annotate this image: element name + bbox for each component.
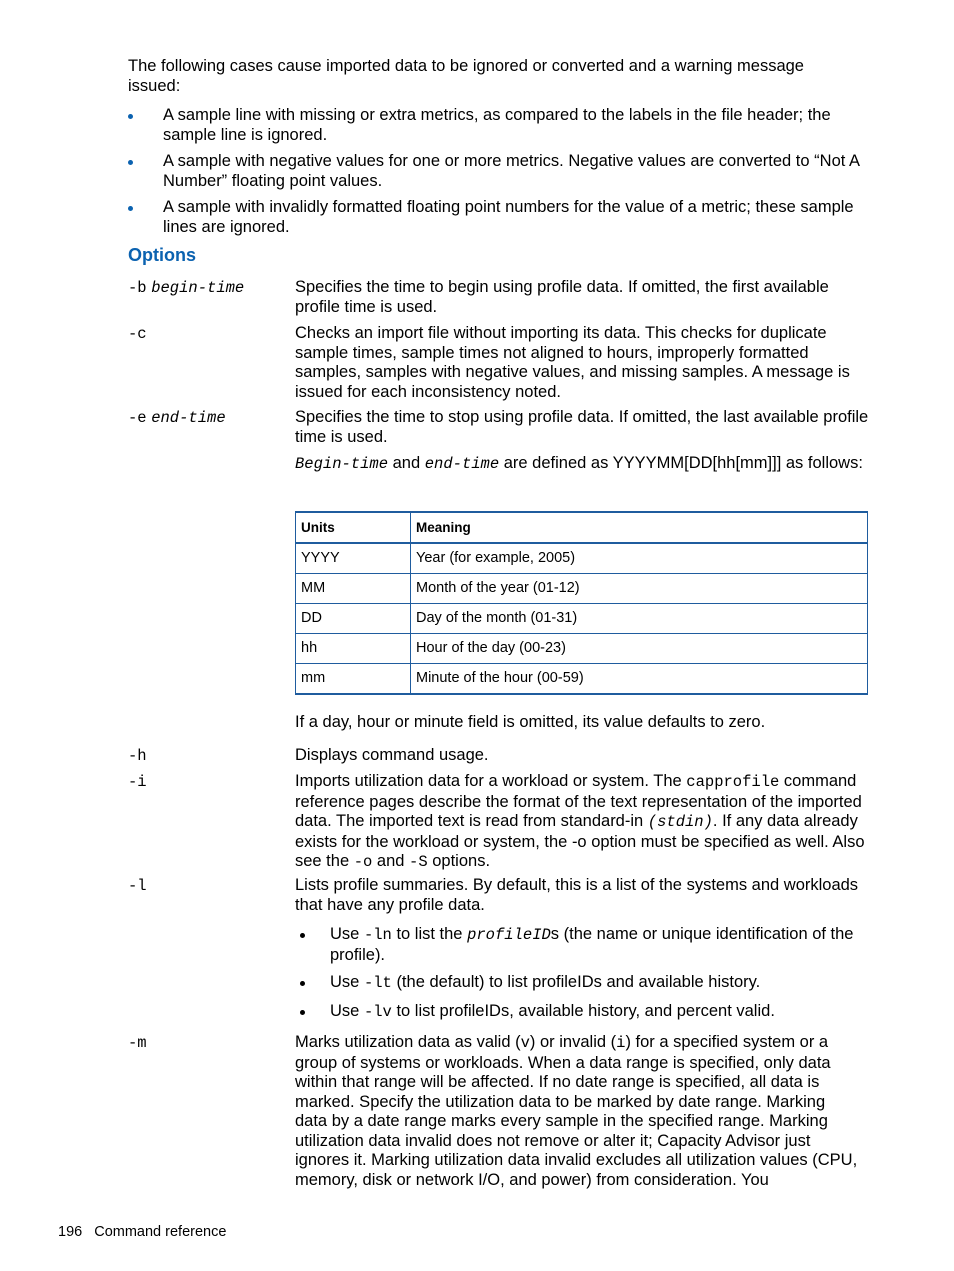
begin-time-code: Begin-time [295, 455, 389, 473]
v-code: v [520, 1034, 530, 1052]
option-l-flag [128, 876, 147, 897]
option-b-description: Specifies the time to begin using profile data. If omitted, the first available profile time is used. [295, 278, 829, 316]
flag-text: -h [128, 747, 147, 765]
option-b-flag [128, 278, 244, 299]
option-m-description [295, 1033, 861, 1190]
desc-text: Imports utilization data for a workload or system. The [295, 772, 682, 790]
table-row [296, 604, 868, 634]
item-text: Use [330, 925, 360, 943]
meaning-cell: Day of the month (01-31) [411, 604, 868, 634]
flag-text: -l [128, 877, 147, 895]
meaning-header: Meaning [411, 512, 868, 543]
list-item: A sample with invalidly formatted floating point numbers for the value of a metric; these sample lines are ignored. [163, 198, 869, 237]
flag-text: -b [128, 279, 147, 297]
flag-arg: begin-time [151, 279, 245, 297]
option-h-flag [128, 746, 147, 767]
desc-text: Marks utilization data as valid ( [295, 1033, 521, 1051]
unit-cell: DD [296, 604, 411, 634]
option-m-flag [128, 1033, 147, 1054]
flag-text: -m [128, 1034, 147, 1052]
flag-text: -e [128, 409, 147, 427]
capprofile-code: capprofile [686, 773, 780, 791]
table-row [296, 634, 868, 664]
item-text: s (the name or unique identification of the profile). [330, 925, 854, 964]
item-text: to list profileIDs, available history, and percent valid. [396, 1001, 775, 1020]
option-c-flag [128, 324, 147, 345]
option-e-description: Specifies the time to stop using profile data. If omitted, the last available profile time is used. [295, 408, 869, 446]
option-e-flag [128, 408, 226, 429]
desc-text: ) or invalid ( [529, 1033, 617, 1051]
item-text: Use [330, 973, 360, 991]
unit-cell: hh [296, 634, 411, 664]
section-title: Command reference [94, 1224, 227, 1240]
unit-cell: YYYY [296, 543, 411, 574]
desc-text: . If any data already exists for the workload or system, the -o option must be specified as well. Also see the [295, 812, 865, 870]
list-item: A sample with negative values for one or more metrics. Negative values are converted to “Not A Number” floating point values. [163, 152, 869, 191]
option-i-flag [128, 772, 147, 793]
list-item [330, 1002, 870, 1023]
flag-text: -c [128, 325, 147, 343]
end-time-code: end-time [424, 455, 500, 473]
warning-cases-list [163, 106, 869, 237]
s-option-code: -S [409, 853, 428, 871]
flag-text: -i [128, 773, 147, 791]
i-code: i [616, 1034, 626, 1052]
item-text: Use [330, 1001, 360, 1020]
option-l-description: Lists profile summaries. By default, this is a list of the systems and workloads that have any profile data. [295, 876, 859, 914]
default-note: If a day, hour or minute field is omitted, its value defaults to zero. [295, 713, 766, 731]
time-units-table [295, 511, 868, 695]
item-text: to list the [396, 925, 463, 943]
list-item [330, 973, 870, 994]
page-number: 196 [58, 1224, 83, 1240]
table-header-row [296, 512, 868, 543]
profileid-code: profileID [467, 926, 551, 944]
list-options [330, 925, 870, 1022]
unit-cell: MM [296, 574, 411, 604]
unit-cell: mm [296, 664, 411, 695]
desc-text: ) for a specified system or a group of systems or workloads. When a data range is specified, only data within that range will be affected. If no date range is specified, all data is marked. Specify the utilization data to be marked by date range. Marking data by a date range marks every sample in the specified range. Marking utilization data invalid does not remove or alter it; Capacity Advisor just ignores it. Marking utilization data invalid excludes all utilization values (CPU, memory, disk or network I/O, and power) from consideration. You [295, 1033, 858, 1189]
option-h-description: Displays command usage. [295, 746, 489, 764]
list-item: A sample line with missing or extra metrics, as compared to the labels in the file header; the sample line is ignored. [163, 106, 869, 145]
lv-code: -lv [363, 1002, 392, 1021]
option-i-description [295, 772, 869, 873]
units-header: Units [296, 512, 411, 543]
table-row [296, 543, 868, 574]
desc-text: command reference pages describe the format of the text representation of the imported data. The imported text is read from standard-in [295, 772, 862, 830]
options-heading: Options [128, 245, 196, 265]
o-option-code: -o [353, 853, 373, 871]
stdin-code: (stdin) [647, 813, 713, 831]
lt-code: -lt [363, 974, 392, 992]
meaning-cell: Year (for example, 2005) [411, 543, 868, 574]
desc-text: options. [432, 852, 491, 870]
table-row [296, 664, 868, 695]
format-text: are defined as YYYYMM[DD[hh[mm]]] as follows: [503, 454, 863, 472]
intro-paragraph: The following cases cause imported data to be ignored or converted and a warning message issued: [128, 57, 804, 95]
and-text: and [392, 454, 421, 472]
meaning-cell: Hour of the day (00-23) [411, 634, 868, 664]
item-text: (the default) to list profileIDs and available history. [396, 973, 761, 991]
meaning-cell: Month of the year (01-12) [411, 574, 868, 604]
list-item [330, 925, 870, 965]
page-footer [58, 1223, 226, 1243]
flag-arg: end-time [151, 409, 226, 427]
table-row [296, 574, 868, 604]
time-format-note [295, 454, 869, 475]
meaning-cell: Minute of the hour (00-59) [411, 664, 868, 695]
desc-text: and [376, 852, 405, 870]
ln-code: -ln [363, 926, 392, 944]
option-c-description: Checks an import file without importing its data. This checks for duplicate sample times, sample times not aligned to hours, improperly formatted samples, samples with negative values, and missing samples. A message is issued for each inconsistency noted. [295, 324, 850, 401]
